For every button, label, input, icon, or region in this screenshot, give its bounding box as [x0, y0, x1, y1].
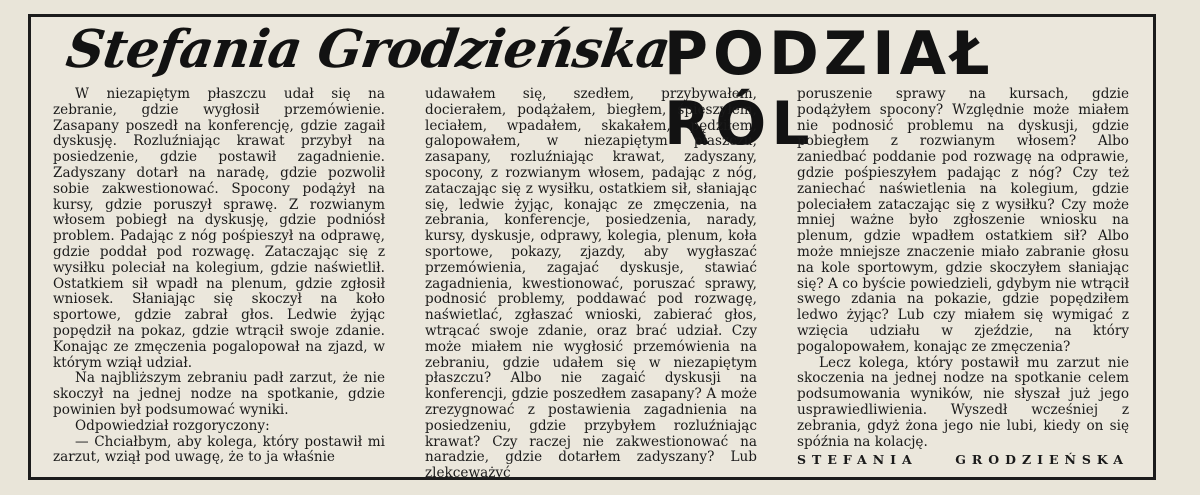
paragraph: — Chciałbym, aby kolega, który postawił mi zarzut, wziął pod uwagę, że to ja właśnie: [53, 433, 385, 466]
paragraph: Odpowiedział rozgoryczony:: [75, 417, 270, 434]
author-name-heading: Stefania Grodzieńska: [62, 19, 674, 80]
author-signature: STEFANIA GRODZIEŃSKA: [797, 452, 1129, 468]
text-column-2: [425, 87, 757, 482]
article-title: PODZIAŁ RÓL: [664, 19, 995, 159]
paragraph: udawałem się, szedłem, przybywałem, docierałem, podążałem, biegłem, śpieszyłem, leciałem, wpadałem, skakałem, pędziłem, galopowałem, w niezapiętym płaszczu, zasapany, rozluźniając krawat, zadyszany, spocony, z rozwianym włosem, padając z nóg, zataczając się z wysiłku, ostatkiem sił, słaniając się, ledwie żyjąc, konając ze zmęczenia, na zebrania, konferencje, posiedzenia, narady, kursy, dyskusje, odprawy, kolegia, plenum, koła sportowe, pokazy, zjazdy, aby wygłaszać przemówienia, zagajać dyskusje, stawiać zagadnienia, kwestionować, poruszać sprawy, podnosić problemy, poddawać pod rozwagę, naświetlać, zgłaszać wnioski, zabierać głos, wtrącać swoje zdanie, oraz brać udział. Czy może miałem nie wygłosić przemówienia na zebraniu, gdzie udałem się w niezapiętym płaszczu? Albo nie zagaić dyskusji na konferencji, gdzie poszedłem zasapany? A może zrezygnować z postawienia zagadnienia na posiedzeniu, gdzie przybyłem rozluźniając krawat? Czy raczej nie zakwestionować na naradzie, gdzie dotarłem zadyszany? Lub zlekceważyć: [425, 86, 757, 482]
article-header: [31, 17, 1153, 159]
article-frame: [28, 14, 1156, 480]
paragraph: Na najbliższym zebraniu padł zarzut, że nie skoczył na jednej nodze na spotkanie, gdzie powinien był podsumować wyniki.: [53, 370, 385, 418]
paragraph: Lecz kolega, który postawił mu zarzut nie skoczenia na jednej nodze na spotkanie celem podsumowania wyników, nie słyszał już jego usprawiedliwienia. Wyszedł wcześniej z zebrania, gdyż żona jego nie lubi, kiedy on się spóźnia na kolację.: [797, 354, 1129, 450]
text-column-3: [797, 87, 1129, 468]
text-column-1: [53, 87, 385, 466]
paragraph: W niezapiętym płaszczu udał się na zebranie, gdzie wygłosił przemówienie. Zasapany poszedł na konferencję, gdzie zagaił dyskusję. Rozluźniając krawat przybył na posiedzenie, gdzie postawił zagadnienie. Zadyszany dotarł na naradę, gdzie pozwolił sobie zakwestionować. Spocony podążył na kursy, gdzie poruszył sprawę. Z rozwianym włosem pobiegł na dyskusję, gdzie podniósł problem. Padając z nóg pośpieszył na odprawę, gdzie poddał pod rozwagę. Zataczając się z wysiłku poleciał na kolegium, gdzie naświetlił. Ostatkiem sił wpadł na plenum, gdzie zgłosił wniosek. Słaniając się skoczył na koło sportowe, gdzie zabrał głos. Ledwie żyjąc popędził na pokaz, gdzie wtrącił swoje zdanie. Konając ze zmęczenia pogalopował na zjazd, w którym wziął udział.: [53, 86, 385, 371]
paragraph: poruszenie sprawy na kursach, gdzie podążyłem spocony? Względnie może miałem nie podnosić problemu na dyskusji, gdzie pobiegłem z rozwianym włosem? Albo zaniedbać poddanie pod rozwagę na odprawie, gdzie pośpieszyłem padając z nóg? Czy też zaniechać naświetlenia na kolegium, gdzie poleciałem zataczając się z wysiłku? Czy może mniej ważne było zgłoszenie wniosku na plenum, gdzie wpadłem ostatkiem sił? Albo może mniejsze znaczenie miało zabranie głosu na kole sportowym, gdzie skoczyłem słaniając się? A co byście powiedzieli, gdybym nie wtrącił swego zdania na pokazie, gdzie popędziłem ledwo żyjąc? Lub czy miałem się wymigać z wzięcia udziału w zjeździe, na który pogalopowałem, konając ze zmęczenia?: [797, 86, 1129, 355]
